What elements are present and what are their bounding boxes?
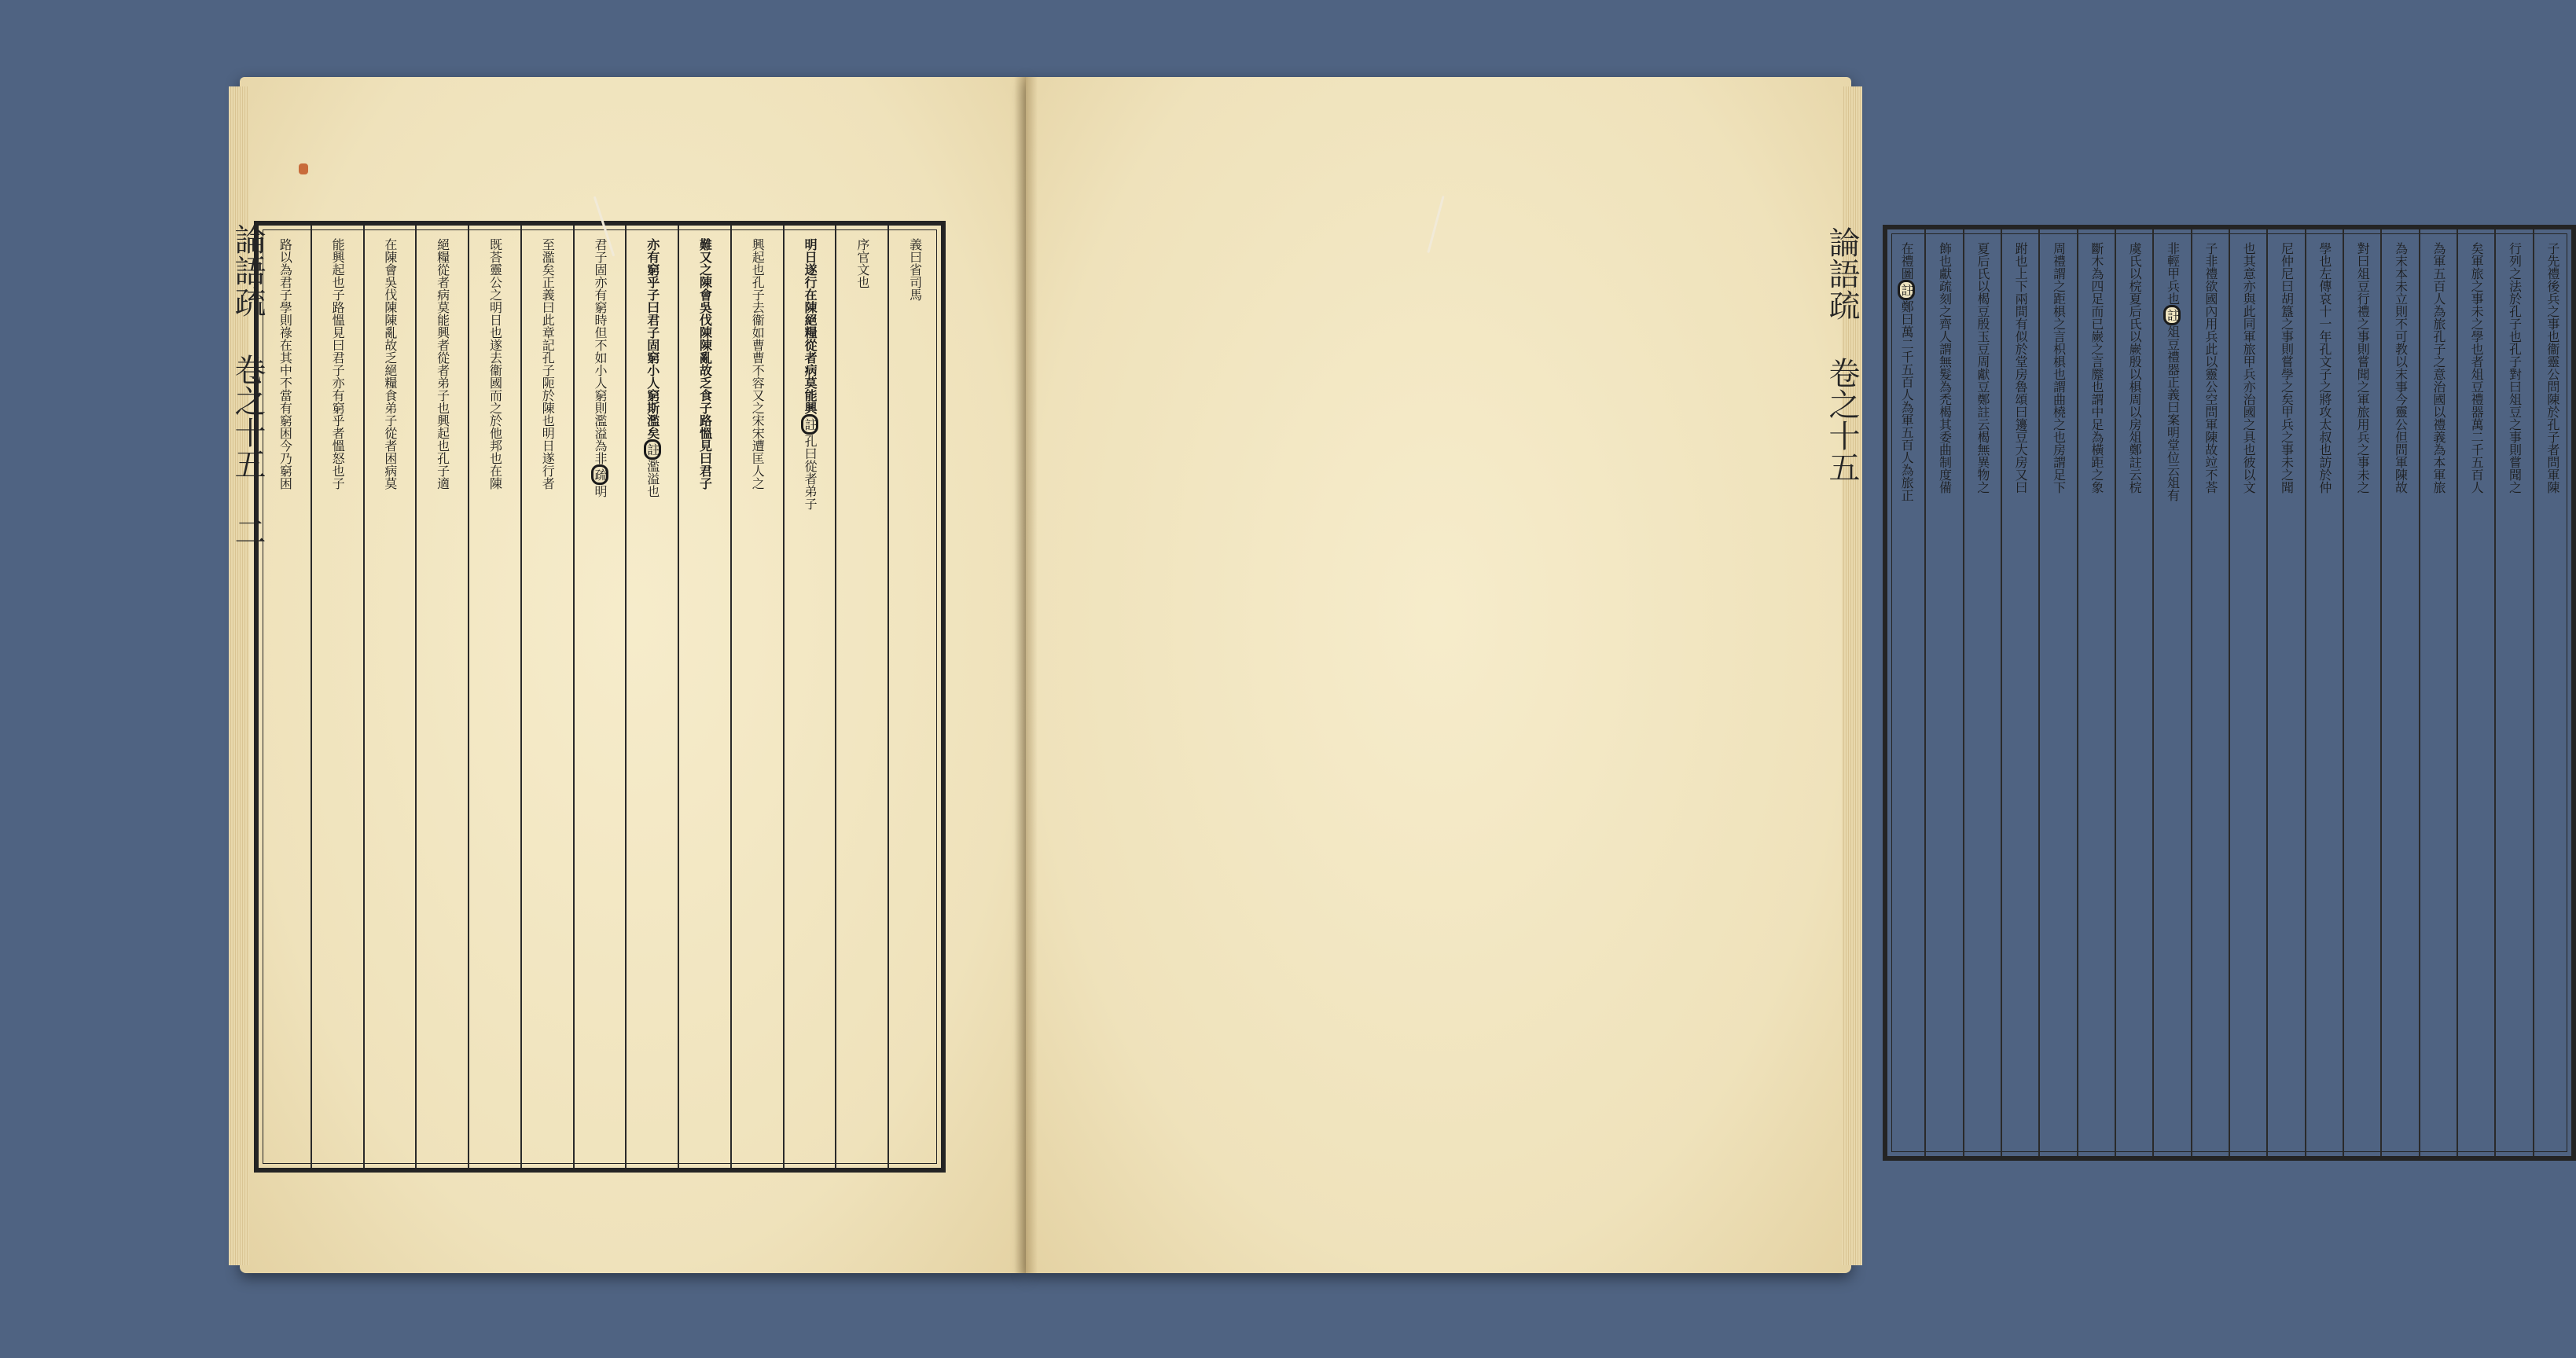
- right-page-column: [2495, 234, 2533, 1151]
- right-page-column-text: 飾也獻疏刻之齊人謂無髮為禿楬其委曲制度備: [1937, 242, 1953, 494]
- left-page-column-text: 至濫矣正義曰此章記孔子阨於陳也明日遂行者: [540, 238, 556, 490]
- left-page-column: [888, 230, 941, 1163]
- left-page-column-text: 路以為君子學則祿在其中不當有窮困今乃窮困: [277, 238, 293, 490]
- right-page-column-text: 在禮圖: [1899, 242, 1915, 280]
- right-page-column: [2306, 234, 2343, 1151]
- right-page-column-text: 尼仲尼曰胡簋之事則嘗學之矣甲兵之事未之聞: [2279, 242, 2295, 494]
- left-page-column: [521, 230, 574, 1163]
- right-page-column: [2343, 234, 2381, 1151]
- left-page: [230, 77, 1026, 1273]
- left-page-column-text: 難又之陳會吳伐陳陳亂故乏食子路慍見曰君子: [697, 238, 713, 490]
- book-gutter: [1014, 77, 1038, 1273]
- right-page-column-text: 也其意亦與此同軍旅甲兵亦治國之具也彼以文: [2241, 242, 2257, 494]
- commentary-mark: 註: [2163, 305, 2181, 325]
- left-page-column: [416, 230, 469, 1163]
- commentary-mark: 疏: [591, 464, 608, 485]
- commentary-mark: 註: [801, 414, 818, 435]
- left-page-column-text: 能興起也子路慍見曰君子亦有窮乎者慍怒也子: [330, 238, 346, 490]
- left-page-column-text: 在陳會吳伐陳陳亂故乏絕糧食弟子從者困病莫: [382, 238, 398, 490]
- left-page-column: [626, 230, 678, 1163]
- right-page-column-text: 斷木為四足而已嶡之言蹷也謂中足為橫距之象: [2089, 242, 2104, 494]
- left-text-frame: [254, 221, 946, 1173]
- right-page-column: [2229, 234, 2267, 1151]
- right-page-column: [2153, 234, 2191, 1151]
- right-page-column: [1887, 234, 1925, 1151]
- right-page-column-tail: 俎豆禮器正義曰案明堂位云俎有: [2165, 325, 2181, 501]
- left-page-column-tail: 明: [592, 485, 608, 497]
- left-page-column-text: 興起也孔子去衞如曹曹不容又之宋宋遭匡人之: [750, 238, 766, 490]
- right-text-frame: [1883, 225, 2576, 1161]
- right-page-column-text: 對曰俎豆行禮之事則嘗聞之軍旅用兵之事未之: [2355, 242, 2371, 494]
- open-book: [230, 77, 2560, 1279]
- right-page-column-tail: 鄭曰萬二千五百人為軍五百人為旅正: [1899, 300, 1915, 501]
- right-page-column: [1964, 234, 2001, 1151]
- right-page-column: [2039, 234, 2077, 1151]
- right-page-column: [2457, 234, 2495, 1151]
- right-page-column-text: 周禮謂之距椇之言枳椇也謂曲橈之也房謂足下: [2051, 242, 2067, 494]
- left-page-column: [731, 230, 784, 1163]
- right-page-column-text: 跗也上下兩間有似於堂房魯頌曰籩豆大房又曰: [2013, 242, 2029, 494]
- right-page-column: [2078, 234, 2115, 1151]
- right-page-column: [2267, 234, 2305, 1151]
- right-page-column: [2115, 234, 2153, 1151]
- right-page-column: [2420, 234, 2457, 1151]
- right-page-side-label: 論語疏 卷之十五: [1824, 226, 1860, 483]
- commentary-mark: 註: [644, 439, 661, 460]
- right-page-column-text: 學也左傳哀十一年孔文子之將攻太叔也訪於仲: [2317, 242, 2332, 494]
- left-page-column: [836, 230, 888, 1163]
- left-page-column-text: 亦有窮乎子曰君子固窮小人窮斯濫矣: [645, 238, 660, 439]
- left-page-column-text: 明日遂行在陳絕糧從者病莫能興: [803, 238, 818, 414]
- left-page-column-text: 序官文也: [854, 238, 870, 288]
- right-page: [1026, 77, 2560, 1273]
- right-page-column: [1925, 234, 1963, 1151]
- right-page-column-text: 子先禮後兵之事也衞靈公問陳於孔子者問軍陳: [2545, 242, 2560, 494]
- left-page-column: [469, 230, 521, 1163]
- left-page-column: [784, 230, 836, 1163]
- left-page-column-text: 既荅靈公之明日也遂去衞國而之於他邦也在陳: [487, 238, 503, 490]
- left-page-column-text: 君子固亦有窮時但不如小人窮則濫溢為非: [592, 238, 608, 464]
- right-page-column-text: 行列之法於孔子也孔子對曰俎豆之事則嘗聞之: [2507, 242, 2523, 494]
- right-page-column-text: 虞氏以梡夏后氏以嶡殷以椇周以房俎鄭註云梡: [2127, 242, 2143, 494]
- right-page-column: [2534, 234, 2571, 1151]
- right-page-column-text: 非輕甲兵也: [2165, 242, 2181, 305]
- right-page-column-text: 矣軍旅之事未之學也者俎豆禮器萬二千五百人: [2469, 242, 2485, 494]
- left-page-column: [678, 230, 731, 1163]
- right-page-column-text: 為軍五百人為旅孔子之意治國以禮義為本軍旅: [2431, 242, 2446, 494]
- right-page-column: [2001, 234, 2039, 1151]
- right-page-column-text: 子非禮欲國內用兵此以靈公空問軍陳故竝不荅: [2203, 242, 2218, 494]
- left-page-side-label: 論語疏 卷之十五 二: [230, 223, 266, 547]
- left-page-column-text: 絕糧從者病莫能興者從者弟子也興起也孔子適: [435, 238, 450, 490]
- right-page-column-text: 為末本未立則不可教以末事今靈公但問軍陳故: [2393, 242, 2409, 494]
- right-page-column: [2381, 234, 2419, 1151]
- left-page-column-tail: 濫溢也: [645, 460, 660, 497]
- paper-stain: [299, 163, 308, 174]
- right-page-column: [2192, 234, 2229, 1151]
- left-page-column-tail: 孔曰從者弟子: [803, 435, 818, 510]
- left-page-column: [311, 230, 364, 1163]
- right-page-column-text: 夏后氏以楬豆殷玉豆周獻豆鄭註云楬無異物之: [1975, 242, 1990, 494]
- left-page-column: [574, 230, 627, 1163]
- left-page-column: [259, 230, 311, 1163]
- left-page-column-text: 義曰省司馬: [907, 238, 923, 301]
- commentary-mark: 註: [1898, 280, 1915, 300]
- left-page-column: [364, 230, 417, 1163]
